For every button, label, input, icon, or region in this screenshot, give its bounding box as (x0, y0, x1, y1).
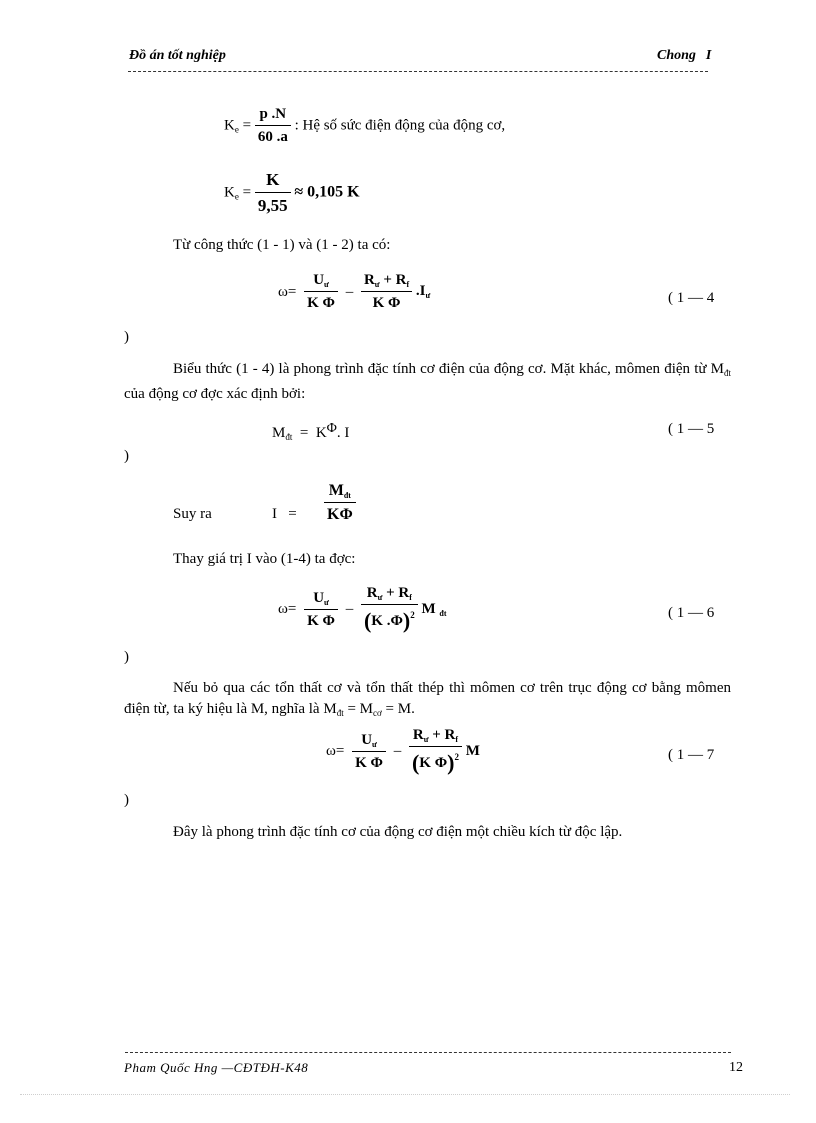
eq7-tail: M (465, 742, 480, 759)
eq7-f1-num: U (361, 731, 373, 748)
eq4-fraction-2 (361, 272, 412, 312)
eq7-close-paren: ) (124, 792, 129, 808)
eq6-den-lparen: ( (363, 608, 372, 633)
eq4-f2-num: R (363, 272, 375, 288)
km-denominator: 9,55 (257, 196, 288, 215)
eq4-f1-den: K Φ (307, 295, 335, 311)
suyra-lhs (272, 506, 297, 523)
eq6-f2-sub2: f (409, 593, 412, 602)
eq4-minus: – (345, 283, 354, 300)
eq6-fraction-1 (304, 590, 338, 630)
header-chapter (657, 48, 711, 64)
para2-sub1: đt (336, 708, 344, 718)
eq5-close-paren: ) (124, 448, 129, 464)
eq6-f1-den: K Φ (307, 612, 335, 629)
eq6-f2-sub1: ư (377, 593, 383, 602)
eq5-number: ( 1 — 5 (668, 421, 715, 437)
equation-km (224, 170, 360, 216)
page-edge-line (20, 1094, 790, 1095)
eq6-f2-num: R (366, 585, 378, 601)
suyra-eq: = (288, 506, 297, 522)
para1-sub: đt (723, 368, 731, 378)
equation-1-4 (274, 272, 430, 312)
para2-mid: = M (343, 701, 373, 717)
equation-ke (224, 106, 505, 146)
eq6-close-paren: ) (124, 649, 129, 665)
eq7-f2-sub2: f (455, 735, 459, 744)
equation-1-5 (272, 421, 349, 442)
text-substitute: Thay giá trị I vào (1-4) ta đợc: (173, 551, 356, 567)
ke-description: : Hệ số sức điện động của động cơ, (294, 117, 506, 134)
ke-numerator: p .N (255, 106, 291, 126)
eq4-close-paren: ) (124, 329, 129, 345)
paragraph-conclusion: Đây là phong trình đặc tính cơ của động cơ điện một chiều kích từ độc lập. (173, 824, 623, 840)
eq6-tail: M (421, 600, 436, 617)
eq6-fraction-2 (361, 585, 418, 634)
eq6-tail-sub: đt (439, 608, 447, 618)
eq7-number: ( 1 — 7 (668, 747, 715, 763)
eq6-f1-num-sub: ư (324, 597, 329, 607)
eq7-f1-num-sub: ư (372, 739, 377, 749)
header-rule (128, 71, 708, 72)
eq7-f2-num: R (412, 727, 424, 743)
suyra-i: I (272, 506, 277, 522)
page-number: 12 (729, 1060, 743, 1075)
eq5-rhs-end: . I (336, 425, 350, 441)
ke-denominator: 60 .a (257, 129, 288, 145)
eq4-f2-sub1: ư (374, 280, 380, 289)
equation-1-6 (274, 585, 447, 634)
eq7-f2-plus: + R (432, 727, 456, 743)
para1-text: Biểu thức (1 - 4) là phong trình đặc tính cơ điện của động cơ. Mặt khác, mômen điện từ M (173, 361, 724, 377)
eq4-omega: ω= (278, 283, 297, 300)
km-fraction (255, 170, 291, 216)
eq7-f1-den: K Φ (355, 754, 383, 771)
eq6-f1-num: U (313, 589, 325, 606)
eq4-f2-plus: + R (383, 272, 407, 288)
eq5-lhs-sub: đt (285, 432, 293, 442)
eq7-fraction-2 (409, 727, 462, 776)
eq7-den-lparen: ( (411, 750, 420, 775)
eq6-f2-plus: + R (386, 585, 410, 601)
para1-end: của động cơ đợc xác định bởi: (124, 386, 306, 402)
eq4-f2-den: K Φ (372, 295, 401, 311)
para2-end: = M. (381, 701, 415, 717)
chapter-number: I (705, 48, 712, 63)
equation-1-7 (322, 727, 480, 776)
eq7-den-sup: 2 (454, 752, 459, 762)
eq6-den-rparen: ) (402, 608, 411, 633)
footer-rule (125, 1052, 731, 1053)
footer-author: Pham Quốc Hng —CĐTĐH-K48 (124, 1060, 309, 1075)
eq7-f2-sub1: ư (423, 735, 429, 744)
eq4-fraction-1 (304, 272, 338, 312)
ke-eq: = (242, 117, 252, 134)
eq5-lhs: M (272, 425, 286, 441)
eq6-den-sup: 2 (410, 610, 415, 620)
eq4-tail-sub: ư (425, 291, 431, 301)
eq4-f1-num: U (313, 272, 325, 288)
eq6-number: ( 1 — 6 (668, 605, 715, 621)
eq7-den-rparen: ) (447, 750, 455, 775)
eq7-f2-den: K Φ (419, 755, 448, 771)
eq4-number: ( 1 — 4 (668, 290, 715, 306)
eq5-rhs: K (315, 425, 327, 441)
chapter-label: Chong (657, 48, 696, 63)
eq7-omega: ω= (326, 743, 345, 759)
eq6-omega: ω= (278, 601, 297, 617)
suyra-label: Suy ra (173, 506, 212, 522)
km-approx: ≈ 0,105 K (294, 183, 360, 201)
suyra-num: M (328, 482, 344, 499)
eq4-f1-num-sub: ư (324, 280, 329, 289)
km-eq: = (242, 184, 252, 201)
suyra-num-sub: đt (343, 491, 351, 500)
suyra-fraction (324, 482, 356, 524)
eq7-minus: – (393, 743, 402, 759)
paragraph-neglect-losses (124, 678, 731, 724)
text-from-formula: Từ công thức (1 - 1) và (1 - 2) ta có: (173, 237, 391, 253)
header-title: Đồ án tốt nghiệp (129, 48, 226, 63)
eq4-f2-sub2: f (406, 280, 410, 289)
eq6-f2-den: K .Φ (371, 613, 403, 629)
ke-fraction (255, 106, 291, 146)
km-lhs-sub: e (234, 191, 239, 202)
eq4-tail: .I (415, 283, 426, 300)
eq7-fraction-1 (352, 732, 386, 772)
ke-lhs: K (224, 117, 235, 134)
suyra-den: KΦ (327, 506, 353, 523)
km-lhs: K (224, 184, 235, 201)
para2-text: Nếu bỏ qua các tổn thất cơ và tổn thất thép thì mômen cơ trên trục động cơ bằng mômen điện từ, ta ký hiệu là M, nghĩa là M (124, 680, 731, 717)
ke-lhs-sub: e (234, 124, 239, 135)
para2-sub2: cơ (373, 708, 382, 718)
eq6-minus: – (345, 601, 354, 617)
km-numerator: K (255, 170, 291, 193)
eq5-eq: = (299, 425, 309, 441)
eq5-phi: Φ (326, 421, 337, 436)
paragraph-expression (124, 359, 731, 405)
